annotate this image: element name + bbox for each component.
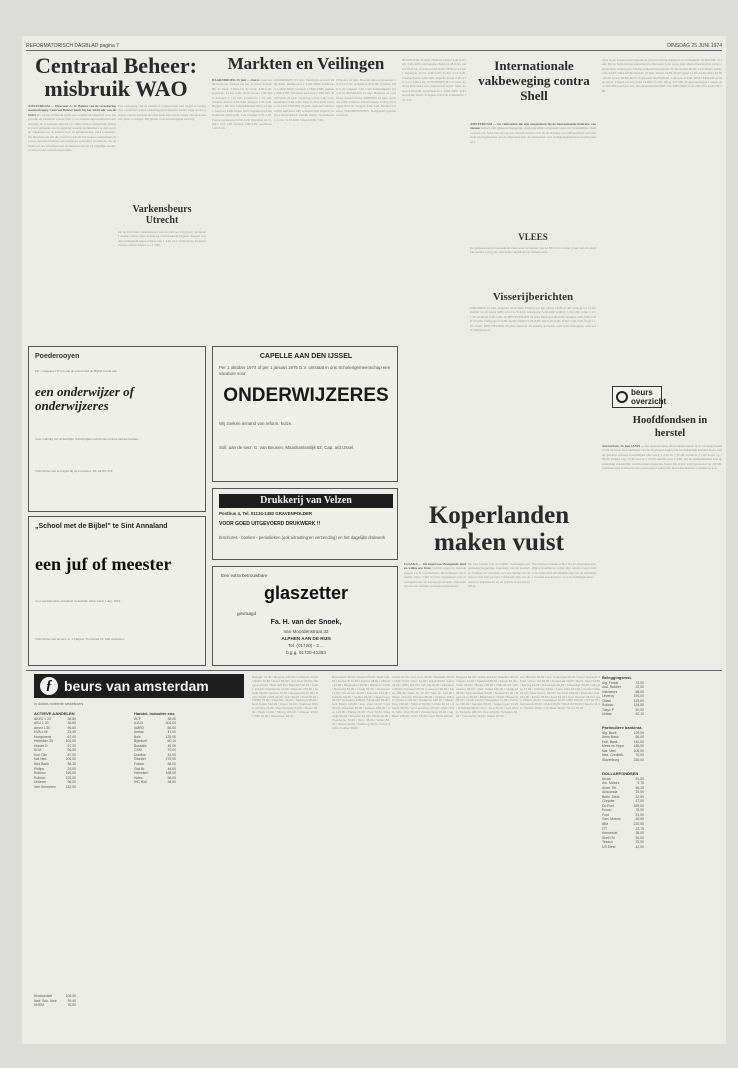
- varkensbeurs-body: Op de Utrechtse varkensbeurs was de aanvoer vrij groot; de handel verliep rustig tegen nagenoeg onveranderde prijzen. Zeugen werden verhandeld tegen prijzen van ƒ 4,60 tot ƒ 5,00 per kg levend gewicht, slachtvarkens tot ƒ 3,80.: [118, 230, 206, 248]
- koper-headline: Koperlanden maken vuist: [428, 502, 570, 556]
- stock-value: 70,00: [635, 753, 644, 758]
- stock-name: Nat Ned: [34, 757, 47, 762]
- markets-col2: GRONINGEN 25 juni. Veemarkt aanvoer 2400 stuks. Melkkoeien ƒ 2200-2800; kalfkoeien ƒ 2400-3000; vaarzen ƒ 1800-2300; pinken ƒ 900-1300. Nuchtere kalveren ƒ 190-260. KATWIJK 24 juni. Visafslag: schol 2,40-3,10; kabeljauw 3,60-4,20; tong 11,50-14,20; schar 1,10-1,60. LEIDEN 25 juni. Aanvoer runderen 600, kalveren 140, schapen 300. Prijzen vrijwel onveranderd, handel matig. Slachtkoeien 1e kw. 6,10-6,60. Stieren 6,80-7,20.: [274, 78, 334, 122]
- stock-value: 70,00: [167, 748, 176, 753]
- ad-drukkerij-slogan: VOOR GOED UITGEVOERD DRUKWERK !!: [219, 521, 321, 527]
- stock-value: 66,00: [635, 735, 644, 740]
- beurs-sub: In dollars noteerde wisselkoers: [34, 702, 84, 706]
- stock-name: Eindoordeel: [34, 994, 53, 998]
- stock-value: 106,00: [633, 748, 644, 753]
- stock-name: IBM: [602, 822, 609, 827]
- stock-name: AMRO: [134, 725, 145, 730]
- stock-name: Ned Bank: [34, 762, 49, 767]
- stock-name: Texaco: [602, 840, 613, 845]
- stock-row: [602, 758, 644, 763]
- stock-name: Heineken 25: [34, 739, 54, 744]
- stock-value: 49,50: [635, 817, 644, 822]
- ad-capelle-text1: Per 1 oktober 1974 of per 1 januari 1975 D.V. ontstaat in ons Scholengemeenschap een vacature voor: [219, 365, 391, 376]
- stock-value: 304,00: [165, 721, 176, 726]
- ad-glaszetter: [212, 566, 398, 666]
- stock-name: Rolinco: [602, 703, 614, 708]
- beurs-table-heading: DOLLARFONDSEN: [602, 771, 639, 776]
- wao-body-col1: AMSTERDAM — Directeur A. W. Balster van de verzekeringsmaatschappij Centraal Beheer heeft bij het misbruik van de WAO De staatscommissie heeft een onderzoek ingesteld naar het gebruik en misbruik van de Wet op de arbeidsongeschiktheidsverzekering; de conclusies zijn dat op ruime schaal oneigenlijk gebruik wordt gemaakt van de regeling waarbij werknemers te snel worden afgekeurd en de kosten voor de gemeenschap sterk toenemen. De directeur zei dat dit vooral voorkomt bij oudere werknemers die door herstructurering van bedrijven overtollig worden en via de WAO uit het arbeidsproces verdwijnen terwijl zij eigenlijk werkloos zijn en niet arbeidsongeschikt.: [28, 104, 116, 153]
- stock-value: 62,10: [635, 712, 644, 717]
- hoofdfondsen-body: Amsterdam, 25 juni (ANP) — De Amsterdamse effectenbeurs heeft zich vandaag hersteld van de forse koersdalingen van de afgelopen dagen. De hoofdfondsen konden meest enkele guldens winnen. Koninklijke Olie steeg ƒ 2,50 tot ƒ 87,00, Unilever ƒ 1,60 hoger op ƒ 96,00. Philips lag ƒ 0,40 vast op ƒ 23,00. AKZO won ƒ 0,80. Op de obligatiemarkt was de stemming vriendelijk; staatsfondsen lagen iets hoger. De dollar werd genoteerd op 2,6720. Internationale fondsen lieten overwegend winst zien met Amerikaanse waarden op kop.: [602, 444, 722, 471]
- stock-name: Alg. Fonds: [602, 680, 619, 685]
- stock-name: Heineken: [134, 771, 149, 776]
- stock-value: 98,30: [67, 762, 76, 767]
- stock-name: HVA c.Hf: [34, 730, 48, 735]
- stock-name: AKU 1 20: [34, 721, 49, 726]
- stock-value: 50,00: [635, 707, 644, 712]
- masthead-left: REFORMATORISCH DAGBLAD pagina 7: [26, 43, 119, 49]
- stock-name: Fokker: [134, 762, 145, 767]
- stock-value: 36,80: [67, 716, 76, 721]
- stock-name: Robeco: [34, 771, 46, 776]
- stock-name: Slavenburg: [602, 757, 620, 762]
- ad-annaland-headline: een juf of meester: [35, 554, 172, 574]
- ad-poederooyen-place: Poederooyen: [35, 353, 80, 360]
- stock-value: 38,00: [635, 831, 644, 836]
- stock-name: Dordtse: [134, 752, 146, 757]
- stock-value: 124,00: [633, 698, 644, 703]
- stock-name: Obam: [602, 698, 612, 703]
- stock-name: Interbeurs: [602, 689, 618, 694]
- stock-name: Ford: [602, 812, 609, 817]
- wao-headline: Centraal Beheer: misbruik WAO: [35, 53, 197, 101]
- ad-poederooyen-text3: Sollicitaties aan te vragen bij de voorzitter, Tel. 04187-350: [35, 469, 113, 473]
- stock-name: Unitas: [602, 712, 612, 717]
- ad-glaszetter-company: Fa. H. van der Snoek,: [270, 619, 342, 626]
- stock-name: Rolinco: [34, 775, 46, 780]
- beurs-col-c: Amfas 47,00 / Ant. Petr. 99,50 / Boskalis 45,00 / CSM 70,00 / Dorr. 61,00 / Ennia 94,00 / Hero 41,00 / HBG 116,00 / Ind. Mij 32,00 / Interbeurs 58,00 / Kempen 60,00 / Leveroy 190,00 / Mees 185,00 / Ned. Cr. 70,00 / Nat. Gr. 142,00 / Obam 124,00 / Pierson 96,00 / Robeco 195,00 / Rolinco 124,50 / Rodamco 128,00 / Slavenburg 230,00 / Tokyo P 50,00 / Unitas 62,10 / Utrecht 98,00 / Van Lanschot 121,00 / VNU 70,00 / Wm. Pont 70,00 / Zwanenberg 49,00 / Alg. Bank 129,00 / Amro 66,00 / Holl. Bank 140,00: [392, 676, 454, 719]
- beurs-col-a-top: Beleggi. 71,40 / Rorento 137,00 / Unifonds 72,00 / AKZO 36,80 / Amev 96,60 / Ant. Petr. 99,50 / Bergoss 84,00 / Bols 125,00 / Bijenkorf 60,10 / Calvé 112,00 / Dordtsche 43,00 / Elsevier 270,00 / Gist-Br 46,00 / Grasso 57,00 / Hoogovens 67,00 / Holec 56,00 / HVA 23,40 / IHC 38,00 / KLM 96,00 / KNSM 76,00 / Naarden 36,00 / Nedlloyd 98,00 / Ned. Kabel 122,00 / Ogem 41,00 / Pakhoed 88,00 / Philips 23,00 / Rijn-Schelde 54,00 / Stevin 66,00 / Stork 44,00 / Tilburg 105,00 / Unilever 96,00 / VMF 61,00 / Wessanen 48,00: [252, 676, 318, 719]
- stock-name: Gist-Br.: [134, 766, 146, 771]
- beurs-overzicht-logo: [612, 386, 667, 408]
- beurs-col-b: Bronswerk 45,00 / Ahold 175,00 / Delft 120,00 / Hunter D 57,20 / Sphinx 48,00 / Vihamij 44,00 / Begemann 90,00 / Blijdenst 73,00 / Borsumij 83,00 / Cindu 62,00 / Desseaux 71,00 / De Erven 41,00 / Furness 130,00 / Gazelle 59,00 / Gelder 43,00 / Hagemeyer 64,00 / Heineken 168,00 / Hollandia 58,00 / Holl. Beton 116,00 / Kon. Zout 41,00 / Lips 66,00 / Nijverdal 35,00 / Nutricia 188,00 / Oce 129,00 / Palthe 41,00 / Pont 70,00 / Reeuwijk 65,00 / Scholten 81,00 / Tabak 40,00 / Twentsche 72,00 / Verto 48,00 / Volker 84,00 / Wyers 60,00 / Zaalberg 39,00 / Hoek 33,00 / Fokker 58,00: [332, 676, 390, 730]
- beurs-table-3: [602, 726, 644, 762]
- beurs-top-rule: [26, 670, 722, 671]
- stock-name: Leveroy: [602, 694, 615, 699]
- stock-name: Van Ommeren: [34, 784, 56, 789]
- beurs-table-heading: Beleggingsinst.: [602, 675, 632, 680]
- shell-headline: Internationale vakbeweging contra Shell: [478, 58, 590, 103]
- ad-capelle-text3: Soll. aan de secr. G. van Beusen, Maaskantsedijk 62, Cap. a/d IJssel.: [219, 445, 355, 450]
- stock-name: Amev 1 20: [34, 725, 51, 730]
- ad-glaszetter-phone: Tel. (01720) - 2 ...: [287, 643, 324, 648]
- stock-name: Amer. Tel.: [602, 785, 618, 790]
- stock-name: Chrysler: [602, 799, 615, 804]
- ad-glaszetter-extra: b.g.g. 01720-41353: [286, 650, 326, 655]
- vlees-body: De geëxporteerde hoeveelheid vlees naar de landen van de EEG was in mei groter dan in dezelfde maand vorig jaar, met name rundvlees en varkensvlees.: [470, 246, 596, 255]
- stock-row: [602, 712, 644, 717]
- stock-value: 56,00: [167, 775, 176, 780]
- stock-row: [34, 785, 76, 790]
- stock-value: 125,00: [165, 734, 176, 739]
- stock-name: IHC Holl.: [134, 780, 148, 785]
- stock-name: Amfas: [134, 730, 144, 735]
- ad-poederooyen-text1: Per 1 augustus 1974 is aan de school met de Bijbel vacant een: [35, 369, 117, 373]
- stock-name: Bols: [134, 734, 141, 739]
- stock-name: Amro Bank: [602, 735, 619, 740]
- beurs-table-2: [602, 676, 644, 717]
- stock-row: [34, 1003, 76, 1008]
- stock-name: Exxon: [602, 808, 612, 813]
- beurs-bottom-rows: [34, 994, 76, 1008]
- stock-value: 61,00: [635, 776, 644, 781]
- ad-poederooyen-headline: een onderwijzer of onderwijzeres: [35, 384, 134, 413]
- stock-name: Kennecott: [602, 831, 618, 836]
- stock-row: [134, 780, 176, 785]
- stock-value: 102,00: [65, 739, 76, 744]
- beurs-table-heading: Handel, industrie enz.: [134, 711, 176, 716]
- hoofdfondsen-dateline: Amsterdam, 25 juni (ANP) —: [602, 444, 645, 448]
- stock-name: Anaconda: [602, 790, 618, 795]
- ad-capelle-text2: Wij zoeken iemand van reform. huize.: [219, 421, 293, 426]
- masthead-right: DINSDAG 25 JUNI 1974: [667, 43, 722, 49]
- visserij-body: IJMUIDEN 25 juni. Aanvoer 24 kotters. Prijzen per kg: tarbot 14,20-17,40; tong groot 13,20; middel 12,10; klein 9,80; schol 2,20-3,10; kabeljauw 3,40-4,60; wijting 1,40-1,90; schar 1,10-1,50; makreel 0,80-1,20. SCHEVENINGEN 24 juni. Haring 0,60-0,90; maatjes 2,40-3,80. URK 25 juni. Paling groot 8,80-10,40; middel 7,20-8,60; fijn 5,20-6,40. Schol 2,40-3,20. Tong 11,80-13,60. DEN HELDER 25 juni. Aanvoer 16 kotters; garnalen 4,20-5,60; kabeljauw 3,60-4,20. Handel goed.: [470, 306, 596, 333]
- stock-name: Boskalis: [134, 743, 147, 748]
- stock-value: 47,00: [167, 730, 176, 735]
- stock-value: 106,00: [65, 757, 76, 762]
- stock-value: 25,00: [635, 840, 644, 845]
- shell-dateline: AMSTERDAM — De vakbonden die zijn aangesloten bij de internationale federatie van chemie: [470, 122, 596, 131]
- masthead-rule: [26, 50, 722, 51]
- beurs-overzicht-line2: overzicht: [631, 397, 667, 406]
- hoofdfondsen-headline: Hoofdfondsen in herstel: [632, 415, 708, 439]
- ad-drukkerij: [212, 488, 398, 560]
- stock-value: 45,00: [167, 743, 176, 748]
- stock-name: Nat. Ned.: [602, 748, 617, 753]
- vlees-headline: VLEES: [518, 232, 548, 242]
- ad-annaland-title: „School met de Bijbel" te Sint Annaland: [35, 523, 168, 530]
- beurs-table-0: [34, 712, 76, 789]
- stock-value: 22,00: [635, 685, 644, 690]
- stock-value: 124,50: [633, 703, 644, 708]
- stock-value: 32,50: [635, 794, 644, 799]
- markets-headline: Markten en Veilingen: [227, 54, 385, 73]
- stock-name: Gen. Motors: [602, 817, 621, 822]
- markets-dateline: BAARNBROEK 25 juni — Dorst.: [212, 78, 260, 82]
- beurs-table-1: [134, 712, 176, 785]
- beurs-banner: [34, 674, 244, 698]
- stock-name: US Steel: [602, 844, 616, 849]
- beurs-overzicht-line1: beurs: [631, 388, 653, 397]
- stock-name: Mees en Hope: [602, 744, 625, 749]
- ad-annaland-text1: voor een hele klas, eventueel in deeltijd, liefst vanaf 1 aug. 1974.: [35, 599, 121, 603]
- ad-capelle: [212, 346, 398, 482]
- koper-dateline: LUSAKA — De kopervoortbrengende landen willen een front: [404, 562, 466, 571]
- stock-name: Hunter D: [34, 743, 48, 748]
- stock-value: 132,00: [65, 784, 76, 789]
- stock-name: Philips: [34, 766, 44, 771]
- stock-value: 96,00: [67, 748, 76, 753]
- ad-drukkerij-services: brochures - boeken - periodieken (ook uitrusting en verzending) en het dagelijks drukwerk: [219, 535, 386, 540]
- stock-name: Kon Olie: [34, 752, 48, 757]
- ad-glaszetter-by: gevraagd: [237, 611, 257, 616]
- stock-value: 230,00: [633, 757, 644, 762]
- florin-icon: ƒ: [40, 677, 58, 695]
- visserij-headline: Visserijberichten: [492, 291, 574, 303]
- stock-value: 140,00: [633, 739, 644, 744]
- stock-value: 23,00: [635, 790, 644, 795]
- koper-col3: Waarnemers menen echter dat de afspraken moeilijk te handhaven zullen zijn omdat vooral Zaïre en Chili sterk afhankelijk zijn van de opbrengst van hun koperexport voor de betalingsbalans.: [532, 562, 596, 580]
- stock-name: KLM: [34, 748, 41, 753]
- ad-glaszetter-address1: Van Moordenstraat 32: [283, 629, 329, 634]
- koper-col1: LUSAKA — De kopervoortbrengende landen willen een front vormen tegen de dalende prijzen op de wereldmarkt. De ministers van Zambia, Zaïre, Chili en Peru vergaderen over maatregelen die de koperprijs moeten ondersteunen en een eerlijke opbrengst garanderen.: [404, 562, 466, 589]
- ad-annaland-text2: Sollicitaties aan de secr. A. J. Duijzer, Voorstraat 25, Sint Annaland.: [35, 637, 125, 641]
- stock-value: 87,00: [67, 752, 76, 757]
- ad-glaszetter-top: Een extra betrouwbare: [221, 573, 268, 578]
- stock-name: CSM: [134, 748, 142, 753]
- beurs-globe-icon: [616, 391, 628, 403]
- ad-drukkerij-name: Drukkerij van Velzen: [219, 494, 393, 508]
- markets-col4: BLEISWIJK 25 juni. Druiven blauw 3,40-4,20; wit 3,60-4,80; aardappelen Bintje 0,28-0,36; uien 0,24-0,31; wortelen 0,40-0,58. VENLO 24 juni. Aspergen 1e kw. 6,20-7,40; 2e kw. 4,10-5,20. Champignons 3,40-3,90. Paprika groen 2,40-3,10; rood 3,80-4,60. ZWIJNDRECHT 25 juni. Aanvoer 620 stuks vee; prijzen iets hoger. Vette koeien 6,20-6,90. Gebruiksvee ƒ 2200-2900. Kalveren 8,80-10,40. Schapen 120-150. Lammeren 110-135.: [402, 58, 466, 102]
- stock-value: 43,00: [167, 752, 176, 757]
- varkensbeurs-headline: Varkensbeurs Utrecht: [132, 204, 192, 226]
- stock-name: Shell Oil: [602, 835, 615, 840]
- stock-name: Asd. Rubber: [602, 685, 621, 690]
- far-right-col: deze week werden zeer beperkt en goed tot dertig duizend ton verhandeld. STIKSTOF 25 juni. Bij de Nederlandse kunstmestproducenten is de vraag naar stikstofmeststoffen sterk toegenomen. Prijzen per 100 kg: kalkammonsalpeter 27,40; ureum 48,20; zwavelzure ammoniak 24,60. GRAAN Rotterdam 25 juni. Tarwe 44,80-46,20; gerst 41,20-42,60; mais 42,00-43,40; haver 38,80-40,20. Sojabonen 84,00-88,40. Lijnzaad 112,00. ROTTERDAM goud en zilver. Prijzen per kg: goud 14.800-15.100; zilver 370-390. Kopernoteringen Londen spot 960-980 pond per ton; drie maanden 965-985. Tin 3900-3980; lood 290-310; zink 530-560.: [602, 58, 722, 93]
- stock-name: Am. Motors: [602, 781, 620, 786]
- stock-name: Alg. Bank: [602, 730, 617, 735]
- stock-value: 60,10: [167, 739, 176, 744]
- stock-value: 66,00: [167, 725, 176, 730]
- stock-value: 76,00: [67, 1003, 76, 1008]
- stock-value: 220,00: [633, 822, 644, 827]
- stock-value: 169,00: [633, 803, 644, 808]
- stock-value: 38,00: [167, 780, 176, 785]
- stock-value: 36,60: [67, 721, 76, 726]
- stock-value: 125,00: [65, 775, 76, 780]
- stock-value: 74,00: [635, 680, 644, 685]
- stock-value: 9,75: [637, 781, 644, 786]
- stock-value: 168,00: [165, 771, 176, 776]
- stock-value: 96,60: [67, 725, 76, 730]
- stock-name: Bethl. Steel: [602, 794, 620, 799]
- stock-name: Holl. Bank: [602, 739, 618, 744]
- stock-name: A.B.N: [134, 721, 143, 726]
- stock-value: 67,00: [67, 734, 76, 739]
- stock-name: Unilever: [34, 780, 47, 785]
- stock-value: 17,00: [635, 799, 644, 804]
- stock-name: Tokyo P: [602, 707, 615, 712]
- stock-name: Elsevier: [134, 757, 147, 762]
- shell-body: AMSTERDAM — De vakbonden die zijn aangesloten bij de internationale federatie van chemie hebben een gemeenschappelijk actieprogramma opgesteld tegen het Koninklijke Shell concern. De federatie verwijt het concern dat het zich bij de sluiting van raffinaderijen onvoldoende heeft gehouden aan de afspraken met de vakbonden over werkgelegenheid en sociale plannen.: [470, 122, 596, 144]
- stock-name: Hoogovens: [34, 734, 52, 739]
- beurs-title: beurs van amsterdam: [64, 678, 209, 694]
- beurs-table-4: [602, 772, 644, 849]
- stock-name: Alcoa: [602, 776, 611, 781]
- ad-capelle-headline: ONDERWIJZERES: [223, 385, 389, 406]
- stock-value: 195,00: [65, 771, 76, 776]
- wao-body-col2: Een verhoging van de premie is volgens hem niet langer te vermijden, omdat het aantal uitkeringsgerechtigden verder stijgt en de reserves van de fondsen onvoldoende zijn om de lasten van de komende jaren te dragen. Hij pleitte voor een strengere keuring.: [118, 104, 206, 122]
- stock-row: [602, 845, 644, 850]
- stock-value: 23,00: [67, 766, 76, 771]
- stock-value: 75,00: [635, 808, 644, 813]
- markets-col3: ZWAAG 24 juni. Bloembollen en groenten: sla 0,12-0,22; andijvie 0,25-0,40; spinazie 0,80-1,10; tomaten 1,40-2,10; komkommers 0,45-0,70. BOSKOOP 25 juni. Heesters en coniferen, handel flauw. RHENEN 24 juni. Aanvoer 2200 varkens; slachtvarkens 3,50-3,70; biggen 85-110. Zeugen 3,00-3,20. Handel normaal. WADDINXVEEN. Stalprijzen groenten en fruit.: [336, 78, 396, 118]
- ad-drukkerij-address: Postbus 4, Tel. 01134-1482 GRAVENPOLDER: [219, 511, 313, 516]
- stock-value: 185,00: [633, 744, 644, 749]
- stock-name: Ned. Sch. Unie: [34, 998, 57, 1003]
- stock-name: ITT: [602, 826, 608, 831]
- beurs-col-e: Am. Brands 38,00 / Am. Cyanamid 22,00 / Amer. Express 35,00 / Amer. Tel 46,25 / Anaconda 23,00 / Bethl. Steel 32,50 / Boeing 16,00 / Burroughs 96,00 / Caterpillar 59,00 / Chrysler 17,00 / Citicorp 34,00 / Coca Cola 101,00 / Control Data 22,00 / Dow Chem. 64,00 / Du Pont 169,00 / Eastman Kod. 101,00 / Exxon 75,00 / Ford 51,00 / Gen. Electric 48,00 / Gen. Motors 49,50 / Goodyear 16,00 / IBM 220,00 / ITT 22,75 / Kennecott 38,00 / Mobil 38,00 / Shell Oil 50,00 / Sperry 41,00 / Texaco 25,00 / US Steel 42,00 / Xerox 97,00: [520, 676, 600, 711]
- stock-value: 50,00: [635, 835, 644, 840]
- stock-value: 42,00: [635, 844, 644, 849]
- stock-name: AKZO 1 20: [34, 716, 51, 721]
- stock-value: 270,00: [165, 757, 176, 762]
- koper-col2: De vier landen van de CIPEC overwegen een gemeenschappelijke beperking van de productie. Volgens de voorzitter zou een daling van de uitvoer met tien procent voldoende zijn om de markt te stabiliseren en de prijzen te doen herstellen.: [468, 562, 530, 589]
- stock-value: 58,00: [167, 762, 176, 767]
- wao-dateline: AMSTERDAM — Directeur A. W. Balster van de verzekeringsmaatschappij Centraal Beheer heeft bij het misbruik van de WAO: [28, 104, 116, 117]
- stock-value: 190,00: [633, 694, 644, 699]
- stock-value: 51,00: [635, 812, 644, 817]
- ad-glaszetter-headline: glaszetter: [263, 583, 349, 603]
- stock-value: 46,00: [167, 766, 176, 771]
- stock-name: Bijenkorf: [134, 739, 148, 744]
- stock-name: Du Pont: [602, 803, 615, 808]
- markets-col1: BAARNBROEK 25 juni — Dorst. Aanvoer 90 runderen. Prijzen per kg: 1e kwal. 6,20-6,80; 2e kwal. 5,60-6,10; 3e kwal. 4,80-5,40. Kalveren: 1e kw. 9,00-10,20; 2e kw. 7,80-8,90. Schapen ƒ 110-140. Lammeren ƒ 95-125. Varkens levend 3,20-3,60. Zeugen 2,90-3,20. Biggen ƒ 80-105. GELDERMALSEN 24 juni. Aanvoer 1200 kisten fruit. Appelen Golden Delicious 0,60-0,90; Cox Orange 0,70-1,10; Peren Conference 0,80-1,20; Doyenne du Comice 1,10-1,60. Kersen 2,80-4,60; aardbeien 1,90-3,20.: [212, 78, 272, 131]
- stock-value: 129,00: [633, 730, 644, 735]
- stock-value: 108,00: [65, 994, 76, 998]
- ad-poederooyen: [28, 346, 206, 512]
- ad-poederooyen-text2: Voor volledig wit of deeltijds. Schriftelijke sollicitaties richten aan het bestuur.: [35, 437, 139, 441]
- beurs-table-heading: ACTIEVE AANDELEN: [34, 711, 75, 716]
- stock-name: Ned. Credietb.: [602, 753, 624, 758]
- stock-name: ACF: [134, 716, 141, 721]
- ad-capelle-title: CAPELLE AAN DEN IJSSEL: [259, 353, 353, 360]
- ad-glaszetter-address2: ALPHEN AAN DE RIJN: [281, 636, 331, 641]
- stock-value: 23,40: [67, 730, 76, 735]
- beurs-table-heading: Particuliere bankinst.: [602, 725, 643, 730]
- stock-value: 46,25: [635, 785, 644, 790]
- beurs-col-d: Bergoss 84,00 / Calvé 112,00 / Naarden 36,00 / Ogem 41,00 / Pakhoed 88,00 / Stevin 66,00 / Stork 44,00 / Tilburg 105,00 / VMF 61,00 / Wessanen 48,00 / Ned. Kabel 122,00 / Nedlloyd 98,00 / Rijn-Schelde 54,00 / Grasso 57,00 / Begemann 90,00 / Blijdenstein 73,00 / Borsumij 83,00 / Cindu 62,00 / Desseaux 71,00 / Furness 130,00 / Gazelle 59,00 / Hagemeyer 64,00 / Hollandia 58,00 / Kon. Zout 41,00 / Lips 66,00 / Nutricia 188,00 / Oce 129,00 / Scholten 81,00 / Twentsche 72,00 / Volker 84,00: [456, 676, 518, 719]
- stock-name: KNSM: [34, 1003, 44, 1008]
- stock-value: 39,40: [67, 998, 76, 1003]
- stock-value: 38,00: [167, 716, 176, 721]
- stock-name: Holec: [134, 775, 143, 780]
- stock-value: 57,20: [67, 743, 76, 748]
- stock-value: 58,00: [635, 689, 644, 694]
- ad-annaland: [28, 516, 206, 666]
- stock-value: 96,00: [67, 780, 76, 785]
- stock-value: 22,75: [635, 826, 644, 831]
- newspaper-page: [22, 36, 726, 1044]
